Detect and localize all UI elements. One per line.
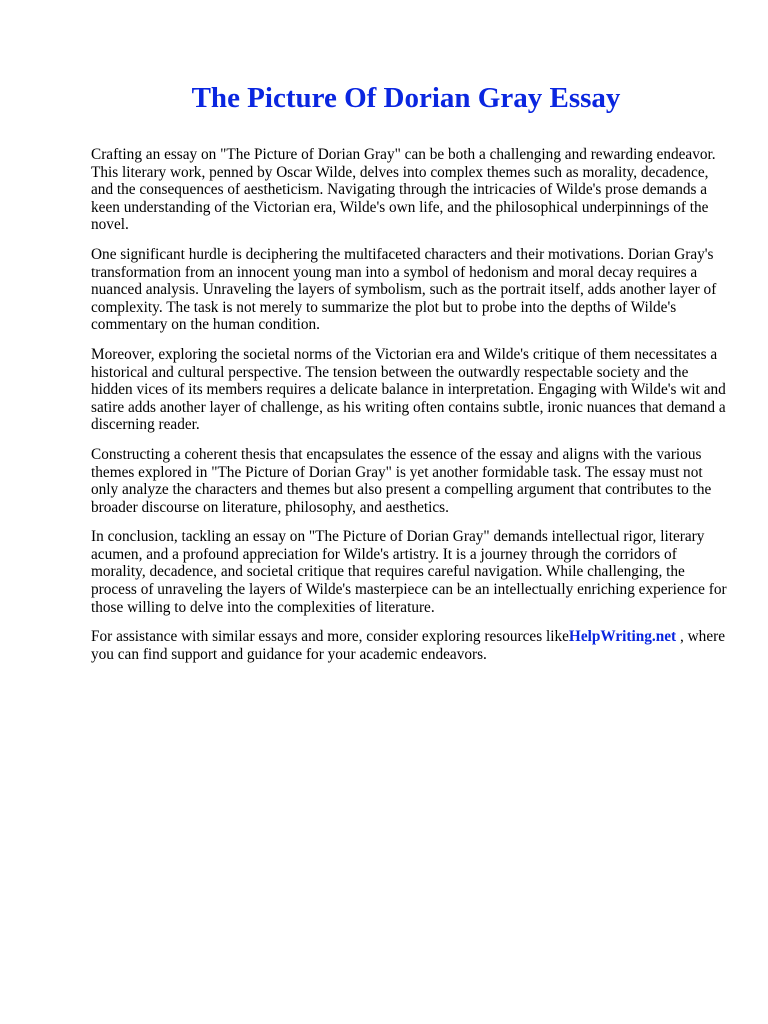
essay-body	[91, 146, 731, 675]
closing-text-after-link: , where you can find support and guidance for your academic endeavors.	[91, 628, 725, 663]
paragraph-2: One significant hurdle is deciphering the multifaceted characters and their motivations. Dorian Gray's transformation from an innocent young man into a symbol of hedonism and moral decay requires a nuanced analysis. Unraveling the layers of symbolism, such as the portrait itself, adds another layer of complexity. The task is not merely to summarize the plot but to probe into the depths of Wilde's commentary on the human condition.	[91, 245, 717, 334]
paragraph-1: Crafting an essay on "The Picture of Dorian Gray" can be both a challenging and rewarding endeavor. This literary work, penned by Oscar Wilde, delves into complex themes such as morality, decadence, and the consequences of aestheticism. Navigating through the intricacies of Wilde's prose demands a keen understanding of the Victorian era, Wilde's own life, and the philosophical underpinnings of the novel.	[91, 146, 716, 234]
page-title: The Picture Of Dorian Gray Essay	[191, 82, 621, 114]
closing-text-before-link: For assistance with similar essays and more, consider exploring resources like	[91, 628, 569, 646]
closing-paragraph	[91, 628, 731, 663]
paragraph-4: Constructing a coherent thesis that encapsulates the essence of the essay and aligns with the various themes explored in "The Picture of Dorian Gray" is yet another formidable task. The essay must not only analyze the characters and themes but also present a compelling argument that contributes to the broader discourse on literature, philosophy, and aesthetics.	[91, 445, 712, 516]
paragraph-5: In conclusion, tackling an essay on "The Picture of Dorian Gray" demands intellectual rigor, literary acumen, and a profound appreciation for Wilde's artistry. It is a journey through the corridors of morality, decadence, and societal critique that requires careful navigation. While challenging, the process of unraveling the layers of Wilde's masterpiece can be an intellectually enriching experience for those willing to delve into the complexities of literature.	[91, 528, 727, 616]
helpwriting-link[interactable]: HelpWriting.net	[568, 628, 677, 646]
paragraph-3: Moreover, exploring the societal norms of the Victorian era and Wilde's critique of them necessitates a historical and cultural perspective. The tension between the outwardly respectable society and the hidden vices of its members requires a delicate balance in interpretation. Engaging with Wilde's wit and satire adds another layer of challenge, as his writing often contains subtle, ironic nuances that demand a discerning reader.	[91, 345, 726, 434]
